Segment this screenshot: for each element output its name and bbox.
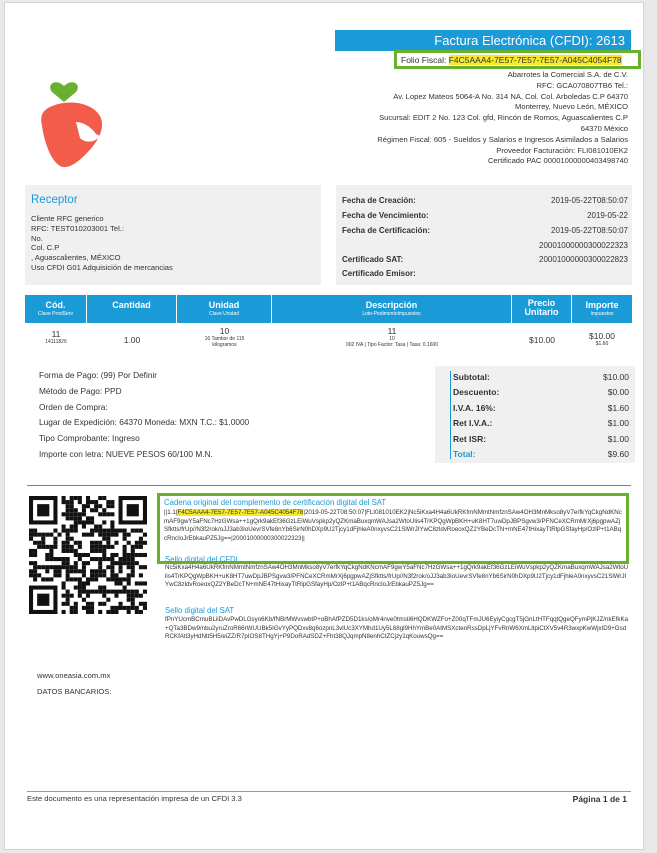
payment-line: Tipo Comprobante: Ingreso: [39, 433, 140, 444]
col-header-importe: Importe Impuestos: [585, 300, 619, 317]
payment-line: Forma de Pago: (99) Por Definir: [39, 370, 158, 380]
website: www.oneasia.com.mx: [37, 671, 111, 680]
cell-cod: 11 14111826: [45, 329, 67, 345]
invoice-page: [4, 2, 644, 850]
cadena-title: Cadena original del complemento de certificación digital del SAT: [164, 498, 387, 507]
fecha-label: Fecha de Creación:: [342, 196, 416, 205]
page-number: Página 1 de 1: [572, 794, 627, 804]
sello-cfdi-text: Nc5iKxa4H4a6UkRKfmNMmtNmfznSAw4OH3MnMkso8yV7erfkYqCkgNdKNcmAF9gwY5aFNc7HzGWsa++1gQrk9akEf36GzLEiWuVspkp2yQZKmaBuxqmWAJsa2WtoUlis4TrKPQgWpBKH+uK8HT7uwDpJBPSgvw3/PFNCeXCRmMrXj6pgpwAZjSfktts/frUp//N3f2rok/oJJ3ab3IoUevrSVfe8nYb6SirN0hDXp9U2Tjcy1dFjhleA0nxyvsC21SlWrJIYwC8zldvRoeoxQZ2YBeDcTN+mNE47tHixayTtRlpGSfayHp/OzlP+t1ABqcRncIoJrEbkauPZ5Jg==: [165, 564, 629, 589]
receptor-line: Cliente RFC generico: [31, 214, 104, 223]
emisor-line: Av. Lopez Mateos 5064-A No. 314 NA, Col. Col. Arboledas C.P 64370: [393, 91, 628, 101]
strawberry-logo: [26, 78, 112, 170]
emisor-line: Régimen Fiscal: 605 - Sueldos y Salarios e Ingresos Asimilados a Salarios: [377, 134, 628, 144]
emisor-line: Monterrey, Nuevo León, MÉXICO: [515, 102, 628, 112]
receptor-line: No.: [31, 233, 43, 243]
cell-unidad: 10 16 Tambor de 115 kilogramos: [204, 326, 245, 348]
fecha-value: 20001000000300022823: [539, 255, 628, 264]
bank-data-label: DATOS BANCARIOS:: [37, 687, 112, 696]
receptor-title: Receptor: [31, 194, 78, 206]
totals-box: [435, 366, 635, 463]
receptor-line: Col. C.P: [31, 243, 60, 253]
fecha-label: Fecha de Vencimiento:: [342, 211, 429, 220]
total-row: Subtotal: $10.00: [453, 372, 629, 382]
fecha-value: 2019-05-22: [587, 211, 628, 220]
folio-fiscal: [394, 50, 641, 69]
emisor-line: Certificado PAC 00001000000403498740: [487, 156, 628, 166]
payment-line: Importe con letra: NUEVE PESOS 60/100 M.N.: [39, 448, 213, 459]
col-header-cantidad: Cantidad: [87, 295, 177, 323]
sello-cfdi-title: Sello digital del CFDI: [165, 555, 238, 564]
emisor-line: Sucursal: EDIT 2 No. 123 Col. gfd, Rincón de Romos, Aguascalientes C.P: [379, 113, 628, 123]
emisor-line: Proveedor Facturación: FLI081010EK2: [496, 145, 628, 155]
payment-line: Lugar de Expedición: 64370 Moneda: MXN T.C.: $1.0000: [39, 417, 250, 428]
sello-cfdi-section: [165, 555, 629, 590]
fecha-label: Fecha de Certificación:: [342, 226, 431, 235]
folio-value: F4C5AAA4-7E57-7E57-7E57-A045C4054F78: [448, 55, 622, 65]
cell-cantidad: 1.00: [123, 335, 141, 345]
sello-sat-text: fPnYUcmBCmuBLiiDAvPwDLGsyo6Kb/fNBrMWvswbtP+oBhAfPZD5D1ks/oMr4nve0tmsti6HQDKWZFo+Z00qTFmJU6EyiyCgcgT5jGnLtHTFqqtQgeQFymPjKJZ/nkEfkKa+QTa3BDw9/nbu2yruZroR66rWUUBk5IGvYyPQDxv8q6ozpnL3vlUc3XYMhd1Uy5L68gl9HhYmBe0AtMSXctenRssDpLjYFvRnW6XmLltpiCtXV5v4R3wxpKwWjxID9+GsdRCKfAtl3yHdNtt5H5/eiZZ/R7pIOS8THgYj+P9DoRAdSDZ+Fht38QJqmpN8enhCtZCjzy1qKouwsQg==: [165, 616, 629, 641]
col-header-precio: Precio Unitario: [512, 295, 572, 323]
footer-divider: [27, 791, 631, 792]
payment-line: Orden de Compra:: [39, 401, 108, 412]
cadena-text: ||1.1|F4C5AAA4-7E57-7E57-7E57-A045C4054F78|2019-05-22T08:50:07|FLI081010EK2|Nc5iKxa4H4a6UkRKfmNMmtNmfznSAw4OH3MnMkso8yV7erfkYqCkgNdKNcmAF9gwY5aFNc7HzGWsa++1gQrk9akEf36GzLEiWuVspkp2yQZKmaBuxqmWAJsa2WtoUlis4TrKPQgWpBKH+uK8HT7uwDpJBPSgvw3/PFNCeXCRmMrXj6pgpwAZjSfktts/frUp//N3f2rok/oJJ3ab3IoUevrSVfe8nYb6SirN0hDXp9U2Tjcy1dFjhleA0nxyvsC21SlWrJIYwC8zldvRoeoxQZ2YBeDcTN+mNE47tHixayTtRlpGSfayHp/OzlP+t1ABqcRncIoJrEbkauPZ5Jg==|20001000000300022323||: [164, 509, 622, 542]
total-row: Ret ISR: $1.00: [453, 434, 629, 444]
fecha-value: 2019-05-22T08:50:07: [551, 196, 628, 205]
receptor-line: Uso CFDI G01 Adquisición de mercancias: [31, 262, 173, 272]
emisor-line: 64370 México: [580, 123, 628, 133]
total-row: Descuento: $0.00: [453, 387, 629, 397]
cell-importe: $10.00 $1.60: [589, 331, 615, 347]
total-row: Ret I.V.A.: $1.00: [453, 418, 629, 428]
footer-note: Este documento es una representación impresa de un CFDI 3.3: [27, 794, 242, 803]
total-row-final: Total: $9.60: [453, 449, 629, 459]
fecha-label: [342, 241, 437, 251]
sello-sat-section: [165, 606, 629, 642]
folio-label: Folio Fiscal:: [401, 55, 449, 65]
emisor-info: [298, 70, 628, 167]
qr-code: [29, 496, 147, 614]
fecha-label: Certificado Emisor:: [342, 269, 416, 278]
payment-info: [39, 368, 249, 463]
col-header-unidad: Unidad Clave Unidad: [177, 295, 272, 323]
fechas-box: [336, 185, 632, 285]
fecha-value: 2019-05-22T08:50:07: [551, 226, 628, 235]
section-divider: [27, 485, 631, 486]
emisor-line: Abarrotes la Comercial S.A. de C.V.: [507, 70, 628, 79]
payment-line: Método de Pago: PPD: [39, 385, 122, 396]
items-table-header: [25, 295, 632, 323]
receptor-details: [31, 214, 173, 273]
sello-sat-title: Sello digital del SAT: [165, 606, 235, 615]
invoice-title: Factura Electrónica (CFDI): 2613: [335, 30, 631, 51]
receptor-line: RFC: TEST010203001 Tel.:: [31, 223, 125, 233]
col-header-cod: Cód. Clave ProdServ: [25, 295, 87, 323]
receptor-box: [25, 185, 321, 285]
emisor-line: RFC: GCA070807TB6 Tel.:: [536, 80, 628, 90]
cadena-original-box: [157, 493, 629, 564]
table-row: [25, 325, 632, 357]
receptor-line: , Aguascalientes, MÉXICO: [31, 253, 121, 263]
fecha-label: Certificado SAT:: [342, 255, 404, 264]
cell-precio: $10.00: [529, 335, 555, 345]
col-header-descripcion: Descripción Lote-PedimentoImpuestos: [272, 295, 512, 323]
totals-divider: [450, 371, 451, 459]
fecha-value: 20001000000300022323: [539, 241, 628, 250]
cell-descripcion: 11 10 002 IVA | Tipo Factor: Tasa | Tasa: 0.1600: [345, 326, 439, 348]
total-row: I.V.A. 16%: $1.60: [453, 403, 629, 413]
